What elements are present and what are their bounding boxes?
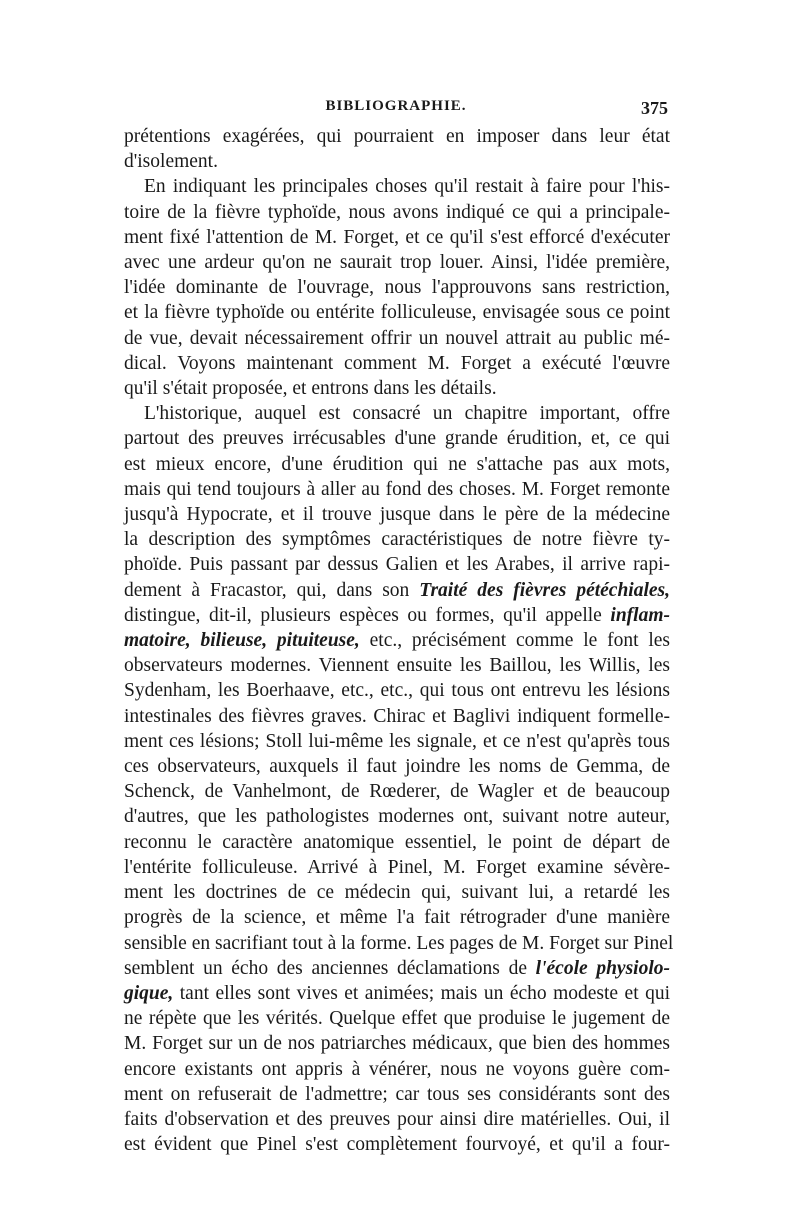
text-line: intestinales des fièvres graves. Chirac et Baglivi indiquent formelle-: [124, 705, 670, 727]
text-line: prétentions exagérées, qui pourraient en imposer dans leur état: [124, 126, 670, 147]
italic-title: Traité des fièvres pétéchiales,: [419, 579, 671, 601]
text-line: ment fixé l'attention de M. Forget, et ce qu'il s'est efforcé d'exécuter: [124, 226, 670, 248]
text-line: mais qui tend toujours à aller au fond des choses. M. Forget remonte: [124, 478, 670, 500]
text-line: avec une ardeur qu'on ne saurait trop louer. Ainsi, l'idée première,: [124, 252, 670, 274]
text-line: phoïde. Puis passant par dessus Galien et les Arabes, il arrive rapi-: [124, 554, 670, 576]
text-line: sensible en sacrifiant tout à la forme. Les pages de M. Forget sur Pinel: [124, 932, 674, 954]
text-segment: tant elles sont vives et animées; mais un écho modeste et qui: [179, 982, 671, 1004]
text-line: jusqu'à Hypocrate, et il trouve jusque dans le père de la médecine: [124, 504, 670, 526]
text-line: est mieux encore, d'une érudition qui ne s'attache pas aux mots,: [124, 453, 670, 475]
body-text: [124, 124, 674, 1157]
text-line: la description des symptômes caractéristiques de notre fièvre ty-: [124, 529, 670, 551]
text-line: ment on refuserait de l'admettre; car tous ses considérants sont des: [124, 1083, 670, 1105]
running-head: [124, 98, 668, 120]
text-line: ces observateurs, auxquels il faut joindre les noms de Gemma, de: [124, 756, 670, 778]
text-segment: dement à Fracastor, qui, dans son: [124, 579, 410, 601]
italic-term: gique,: [124, 982, 174, 1004]
text-segment: semblent un écho des anciennes déclamations de: [124, 957, 527, 979]
text-line: de vue, devait nécessairement offrir un nouvel attrait au public mé-: [124, 327, 670, 349]
text-line: ment ces lésions; Stoll lui-même les signale, et ce n'est qu'après tous: [124, 730, 670, 752]
text-line: [124, 578, 670, 603]
text-line: faits d'observation et des preuves pour ainsi dire matérielles. Oui, il: [124, 1108, 670, 1130]
text-line: encore existants ont appris à vénérer, nous ne voyons guère com-: [124, 1058, 670, 1080]
running-title: BIBLIOGRAPHIE.: [325, 98, 467, 114]
text-line: l'entérite folliculeuse. Arrivé à Pinel, M. Forget examine sévère-: [124, 856, 670, 878]
italic-term: inflam-: [610, 604, 670, 626]
italic-term: l'école physiolo-: [535, 957, 670, 979]
text-line: Schenck, de Vanhelmont, de Rœderer, de Wagler et de beaucoup: [124, 781, 670, 803]
italic-term: matoire, bilieuse, pituiteuse,: [124, 630, 360, 652]
text-segment: distingue, dit-il, plusieurs espèces ou formes, qu'il appelle: [124, 604, 602, 626]
text-line: l'idée dominante de l'ouvrage, nous l'approuvons sans restriction,: [124, 277, 670, 299]
text-line: toire de la fièvre typhoïde, nous avons indiqué ce qui a principale-: [124, 201, 670, 223]
text-line: Sydenham, les Boerhaave, etc., etc., qui tous ont entrevu les lésions: [124, 680, 670, 702]
text-line: partout des preuves irrécusables d'une grande érudition, et, ce qui: [124, 428, 670, 450]
text-line: observateurs modernes. Viennent ensuite les Baillou, les Willis, les: [124, 655, 670, 677]
text-line: qu'il s'était proposée, et entrons dans les détails.: [124, 378, 497, 400]
text-line: progrès de la science, et même l'a fait rétrograder d'une manière: [124, 907, 670, 929]
text-line: est évident que Pinel s'est complètement fourvoyé, et qu'il a four-: [124, 1134, 670, 1156]
text-line: [124, 603, 670, 628]
text-line: ment les doctrines de ce médecin qui, suivant lui, a retardé les: [124, 882, 670, 904]
page-number: 375: [641, 98, 668, 118]
text-line: [124, 628, 670, 653]
text-line: reconnu le caractère anatomique essentiel, le point de départ de: [124, 831, 670, 853]
text-line: [124, 956, 670, 981]
text-line: et la fièvre typhoïde ou entérite folliculeuse, envisagée sous ce point: [124, 302, 670, 324]
paragraph-start-line: L'historique, auquel est consacré un chapitre important, offre: [144, 403, 670, 425]
text-line: d'isolement.: [124, 151, 218, 173]
text-line: d'autres, que les pathologistes modernes ont, suivant notre auteur,: [124, 806, 670, 828]
paragraph-start-line: En indiquant les principales choses qu'il restait à faire pour l'his-: [144, 176, 670, 198]
text-line: dical. Voyons maintenant comment M. Forget a exécuté l'œuvre: [124, 352, 670, 374]
text-line: M. Forget sur un de nos patriarches médicaux, que bien des hommes: [124, 1033, 670, 1055]
text-line: [124, 981, 670, 1006]
text-segment: etc., précisément comme le font les: [369, 630, 670, 652]
text-line: ne répète que les vérités. Quelque effet que produise le jugement de: [124, 1008, 670, 1030]
